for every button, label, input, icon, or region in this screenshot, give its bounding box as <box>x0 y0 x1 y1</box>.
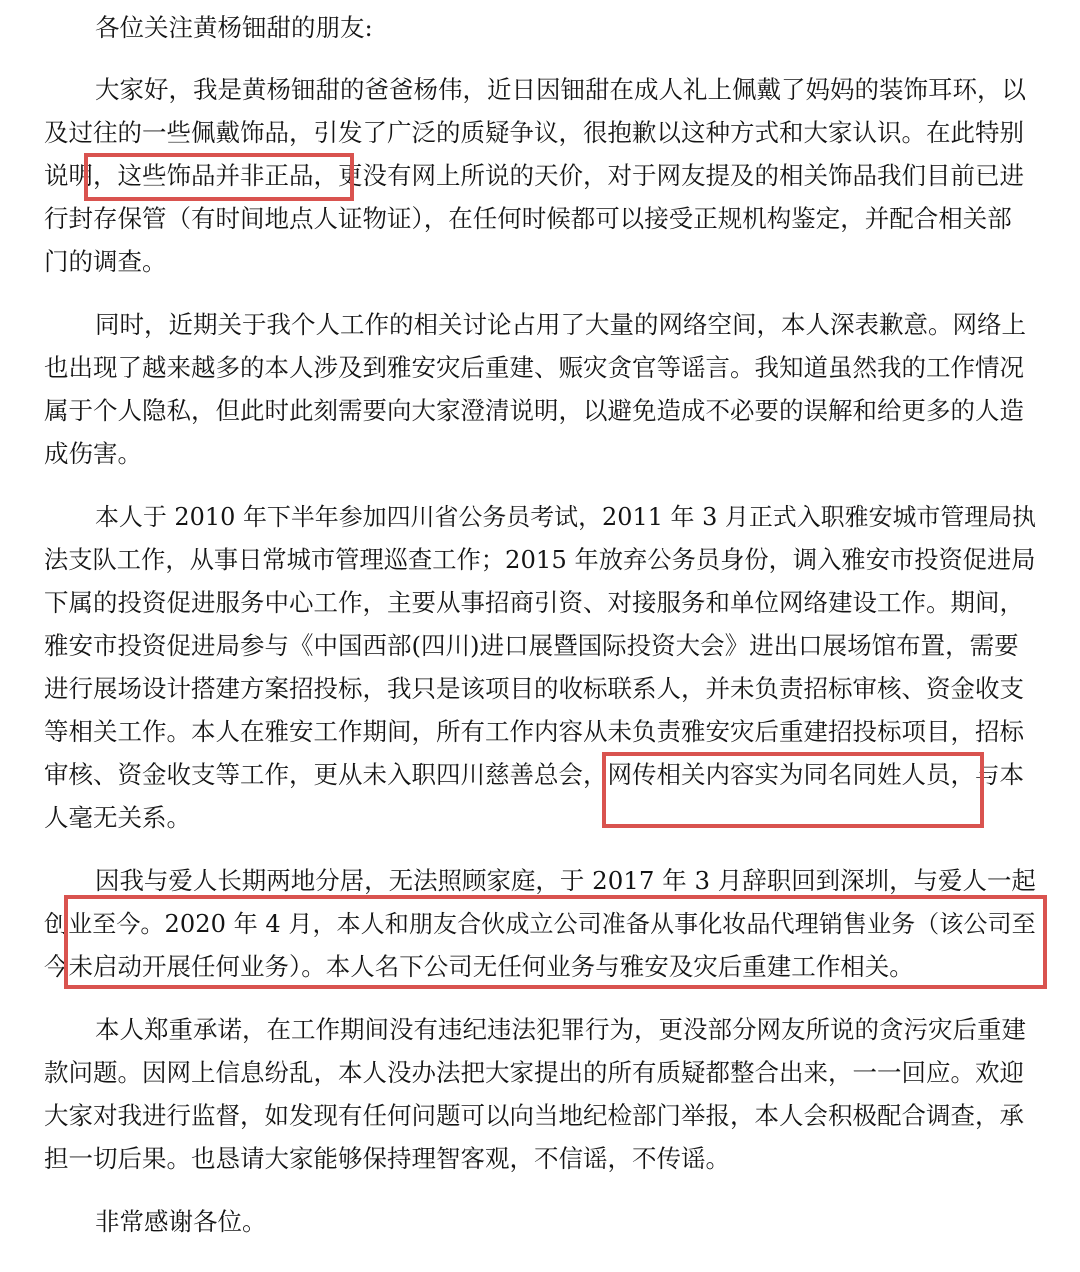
paragraph-3-line-5: 进行展场设计搭建方案招投标，我只是该项目的收标联系人，并未负责招标审核、资金收支 <box>44 674 1024 703</box>
paragraph-1-line-4: 行封存保管（有时间地点人证物证），在任何时候都可以接受正规机构鉴定，并配合相关部 <box>44 204 1012 233</box>
paragraph-4-line-3: 今未启动开展任何业务）。本人名下公司无任何业务与雅安及灾后重建工作相关。 <box>44 952 914 981</box>
paragraph-3-line-4: 雅安市投资促进局参与《中国西部(四川)进口展暨国际投资大会》进出口展场馆布置，需要 <box>44 631 1019 660</box>
paragraph-3-line-1: 本人于 2010 年下半年参加四川省公务员考试，2011 年 3 月正式入职雅安城市管理局执 <box>95 503 1037 531</box>
paragraph-2-line-3: 属于个人隐私，但此时此刻需要向大家澄清说明，以避免造成不必要的误解和给更多的人造 <box>44 396 1024 425</box>
paragraph-2-line-4: 成伤害。 <box>44 439 142 468</box>
paragraph-1-line-1: 大家好，我是黄杨钿甜的爸爸杨伟，近日因钿甜在成人礼上佩戴了妈妈的装饰耳环，以 <box>95 75 1026 104</box>
paragraph-2-line-1: 同时，近期关于我个人工作的相关讨论占用了大量的网络空间，本人深表歉意。网络上 <box>95 310 1026 339</box>
paragraph-5-line-3: 大家对我进行监督，如发现有任何问题可以向当地纪检部门举报，本人会积极配合调查，承 <box>44 1101 1024 1130</box>
paragraph-3-line-2: 法支队工作，从事日常城市管理巡查工作；2015 年放弃公务员身份，调入雅安市投资促进局 <box>44 545 1036 574</box>
paragraph-4-line-2: 创业至今。2020 年 4 月，本人和朋友合伙成立公司准备从事化妆品代理销售业务（该公司至 <box>44 910 1036 938</box>
paragraph-5-line-1: 本人郑重承诺，在工作期间没有违纪违法犯罪行为，更没部分网友所说的贪污灾后重建 <box>95 1015 1026 1044</box>
paragraph-3-line-6: 等相关工作。本人在雅安工作期间，所有工作内容从未负责雅安灾后重建招投标项目，招标 <box>44 717 1024 746</box>
paragraph-3-line-7: 审核、资金收支等工作，更从未入职四川慈善总会，网传相关内容实为同名同姓人员，与本 <box>44 760 1024 789</box>
paragraph-1-line-2: 及过往的一些佩戴饰品，引发了广泛的质疑争议，很抱歉以这种方式和大家认识。在此特别 <box>44 118 1024 147</box>
paragraph-1-line-5: 门的调查。 <box>44 247 167 276</box>
paragraph-1-line-3: 说明，这些饰品并非正品，更没有网上所说的天价，对于网友提及的相关饰品我们目前已进 <box>44 161 1024 190</box>
paragraph-3-line-3: 下属的投资促进服务中心工作，主要从事招商引资、对接服务和单位网络建设工作。期间， <box>44 588 1024 617</box>
paragraph-5-line-2: 款问题。因网上信息纷乱，本人没办法把大家提出的所有质疑都整合出来，一一回应。欢迎 <box>44 1058 1024 1087</box>
paragraph-5-line-4: 担一切后果。也恳请大家能够保持理智客观，不信谣，不传谣。 <box>44 1144 730 1173</box>
paragraph-4-line-1: 因我与爱人长期两地分居，无法照顾家庭，于 2017 年 3 月辞职回到深圳，与爱人一起 <box>95 866 1036 895</box>
paragraph-2-line-2: 也出现了越来越多的本人涉及到雅安灾后重建、赈灾贪官等谣言。我知道虽然我的工作情况 <box>44 353 1024 382</box>
salutation: 各位关注黄杨钿甜的朋友: <box>95 13 373 42</box>
closing-line: 非常感谢各位。 <box>95 1207 267 1236</box>
paragraph-3-line-8: 人毫无关系。 <box>44 803 191 832</box>
